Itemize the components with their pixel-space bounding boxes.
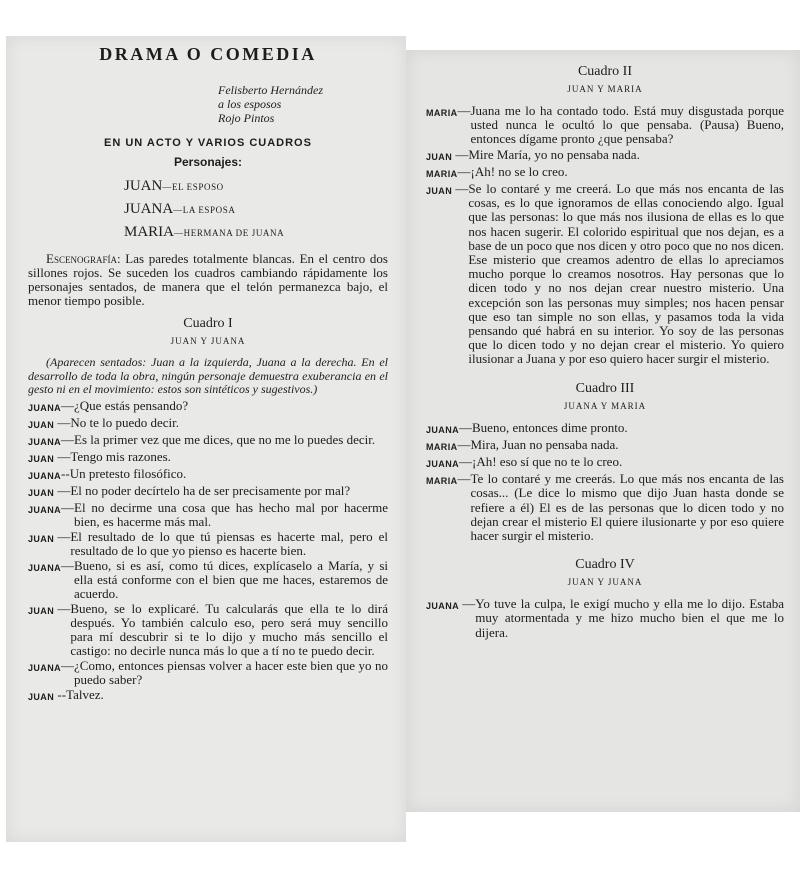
dialogue-line [426,472,784,543]
right-page [406,50,800,812]
speaker-name: JUANA [28,436,62,447]
dialogue-line [28,399,388,415]
speaker-name: MARIA [426,476,458,487]
speaker-name: JUAN [28,533,55,544]
character-entry [124,175,388,198]
cuadro-sections [426,64,784,640]
dialogue-line [28,530,388,558]
dialogue-line [28,467,388,483]
dialogue-list [28,399,388,704]
speaker-name: JUAN [28,419,55,430]
dialogue-text: Un pretesto filosófico. [69,465,187,481]
dialogue-text: ¡Ah! no se lo creo. [470,163,568,179]
dialogue-line [28,688,388,704]
dialogue-dash: — [54,528,71,544]
dialogue-dash: — [459,454,473,470]
dialogue-text: Yo tuve la culpa, le exigí mucho y ella me lo dijo. Estaba muy atormentada y me hizo mucho bien el que me lo dijera. [475,596,784,640]
dialogue-text: El resultado de lo que tú piensas es hacerte mal, pero el resultado de lo que yo pienso es hacerte bien. [70,528,388,558]
dialogue-dash: — [61,557,75,573]
character-list [28,175,388,244]
speaker-name: MARIA [426,108,458,118]
dedication-line: Felisberto Hernández [218,83,323,97]
speaker-name: JUANA [426,459,460,470]
dialogue-dash: -- [54,686,67,702]
escenografia-paragraph [28,252,388,308]
speaker-name: JUAN [28,605,55,616]
cuadro-section [426,557,784,640]
character-role: —LA ESPOSA [173,205,236,215]
scene-characters: JUAN Y MARIA [567,84,643,94]
escenografia-text: Las paredes totalmente blancas. En el centro dos sillones rojos. Se suceden los cuadros cambiando rápidamente los personajes sentados, de manera que el telón permanezca bajo, el menor tiempo posible. [28,251,388,308]
dialogue-line [28,501,388,529]
dialogue-text: ¿Como, entonces piensas volver a hacer este bien que yo no puedo saber? [74,657,388,687]
dialogue-dash: — [61,657,75,673]
dialogue-line [28,559,388,601]
character-name: MARIA [124,224,175,240]
dialogue-text: Es la primer vez que me dices, que no me lo puedes decir. [74,431,376,447]
dialogue-line [426,165,784,181]
speaker-name: JUAN [28,487,55,498]
speaker-name: MARIA [426,441,458,452]
dialogue-dash: — [54,414,71,430]
dialogue-text: Talvez. [66,686,104,702]
dialogue-text: Bueno, si es así, como tú dices, explícaselo a María, y si ella está conforme con el bien que me haces, estaremos de acuerdo. [74,557,388,601]
dialogue-text: Se lo contaré y me creerá. Lo que más nos encanta de las cosas, es lo que ignoramos de ellas conociendo algo. Igual que las personas: lo que más nos ilusiona de ellas es lo que nos hacen sugerir. El colorido espiritual que nos dejan, es a base de un poco que nos dicen y otro poco que no nos dicen. Ese misterio que creamos adentro de ellas lo apreciamos mucho porque lo creamos nosotros. Hay personas que lo dicen todo y no nos dejan crear nuestro misterio. Una excepción son las personas muy simples; nos hacen pensar que eso tan simple no son ellas, y pasamos toda la vida pensando qué habrá en su interior. Yo soy de las personas que lo dicen todo y no dejan crear el misterio. Yo quiero ilusionar a Juana y por eso quiero hacer surgir el misterio. [468,181,784,367]
escenografia-lead: Escenografía: [46,251,121,266]
cuadro-heading: Cuadro II [577,64,633,79]
cuadro-heading: Cuadro IV [575,557,635,573]
speaker-name: JUANA [28,470,62,481]
dialogue-dash: — [61,431,75,447]
dialogue-text: No te lo puedo decir. [70,414,180,430]
character-name: JUANA [124,201,174,217]
speaker-name: JUANA [28,402,62,413]
speaker-name: JUAN [426,151,453,162]
speaker-name: MARIA [426,168,458,179]
dialogue-dash: — [61,499,75,515]
character-name: JUAN [124,178,163,194]
dialogue-dash: — [61,397,75,413]
scene-characters: JUAN Y JUANA [567,577,643,588]
dialogue-text: Mira, Juan no pensaba nada. [470,436,619,452]
dedication-line: Rojo Pintos [218,111,275,125]
dialogue-dash: — [54,482,71,498]
dialogue-dash: — [457,436,471,452]
dialogue-text: El no poder decírtelo ha de ser precisamente por mal? [70,482,351,498]
dialogue-text: ¡Ah! eso sí que no te lo creo. [472,454,623,470]
speaker-name: JUANA [28,662,62,673]
dialogue-text: Te lo contaré y me creerás. Lo que más nos encanta de las cosas... (Le dice lo mismo que dijo Juan hasta donde se refiere a él) El es de las personas que lo dicen todo y no dejan crear el misterio El quiere ilusionarte y por eso quiere hacer surgir el misterio. [470,471,784,544]
speaker-name: JUAN [28,691,55,702]
dialogue-text: Tengo mis razones. [70,448,171,464]
dedication-line: a los esposos [218,97,282,111]
dialogue-dash: — [54,448,71,464]
dialogue-line [28,416,388,432]
cuadro-section [426,64,784,367]
dialogue-dash: — [457,471,471,487]
dialogue-text: Mire María, yo no pensaba nada. [468,146,640,162]
character-role: —HERMANA DE JUANA [174,228,285,238]
dialogue-dash: — [457,103,471,118]
scene-characters: JUANA Y MARIA [563,400,647,411]
dialogue-line [426,148,784,164]
dialogue-line [426,597,784,640]
dialogue-dash: — [457,163,471,179]
dialogue-text: Bueno, entonces dime pronto. [472,419,628,435]
dialogue-text: Bueno, se lo explicaré. Tu calcularás que ella te lo dirá después. Yo también calculo eso, pero será muy sencillo para mí descubrir si te lo dijo y mucho más sencillo el castigo: no decirle nunca más lo que a tí no te puedo decir. [70,600,388,658]
speaker-name: JUANA [426,424,460,435]
dialogue-dash: — [54,600,71,616]
dialogue-dash: — [459,596,476,612]
dialogue-line [28,450,388,466]
speaker-name: JUANA [28,562,62,573]
dialogue-line [426,421,784,437]
cuadro-heading: Cuadro I [183,316,233,331]
dialogue-line [28,659,388,687]
stage-direction: (Aparecen sentados: Juan a la izquierda, Juana a la derecha. En el desarrollo de toda la obra, ningún personaje demuestra exuberancia en el gesto ni en el movimiento: estos son sintéticos y sugestivos.) [28,355,388,396]
character-role: —EL ESPOSO [162,182,224,192]
dialogue-line [426,182,784,367]
dialogue-line [426,438,784,454]
dialogue-dash: -- [61,465,70,481]
speaker-name: JUANA [426,601,460,612]
dialogue-text: ¿Que estás pensando? [74,397,189,413]
scene-characters: JUAN Y JUANA [170,336,246,346]
left-page [6,36,406,842]
dedication [218,83,388,125]
character-entry [124,221,388,244]
dialogue-dash: — [452,181,469,197]
dialogue-line [28,433,388,449]
dialogue-line [28,484,388,500]
cuadro-section [426,381,784,544]
dialogue-text: Juana me lo ha contado todo. Está muy disgustada porque usted nunca le ocultó lo que pensaba. (Pausa) Bueno, entonces dígame pronto ¿que pensaba? [470,103,784,147]
page-title: DRAMA O COMEDIA [99,44,317,64]
speaker-name: JUAN [426,186,453,197]
dialogue-dash: — [452,146,469,162]
dialogue-line [426,104,784,147]
dialogue-line [28,602,388,658]
cuadro-heading: Cuadro III [575,380,635,396]
subtitle: EN UN ACTO Y VARIOS CUADROS [104,137,312,149]
speaker-name: JUAN [28,453,55,464]
dialogue-line [426,455,784,471]
character-entry [124,198,388,221]
speaker-name: JUANA [28,504,62,515]
dialogue-text: El no decirme una cosa que has hecho mal por hacerme bien, es hacerme más mal. [74,499,388,529]
personajes-heading: Personajes: [173,155,243,169]
dialogue-dash: — [459,419,473,435]
